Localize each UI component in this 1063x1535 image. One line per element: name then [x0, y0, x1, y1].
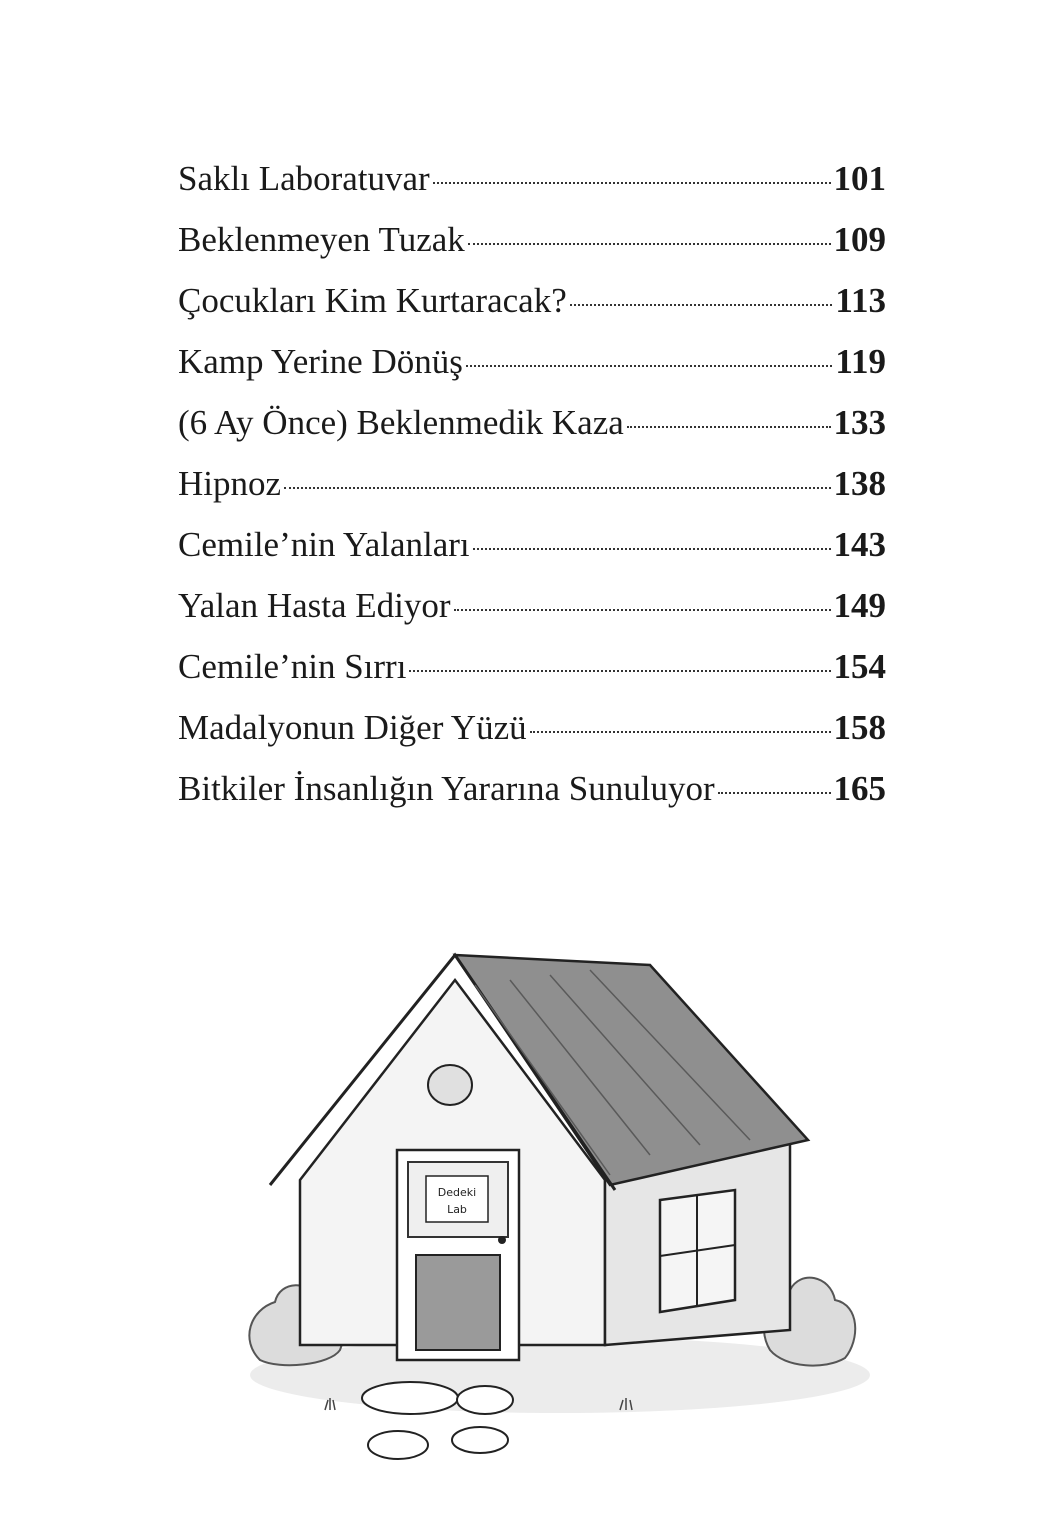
toc-entry-page: 154: [833, 647, 886, 686]
toc-entry: [178, 331, 886, 392]
toc-entry-page: 133: [833, 403, 886, 442]
toc-entry-page: 165: [833, 769, 886, 808]
toc-leader-dots: [454, 609, 831, 611]
toc-leader-dots: [718, 792, 831, 794]
toc-entry-page: 158: [833, 708, 886, 747]
toc-entry-page: 143: [833, 525, 886, 564]
toc-entry: [178, 209, 886, 270]
toc-entry: [178, 148, 886, 209]
toc-leader-dots: [409, 670, 830, 672]
door-sign-line2: Lab: [447, 1203, 467, 1216]
toc-entry: [178, 270, 886, 331]
toc-entry-title: (6 Ay Önce) Beklenmedik Kaza: [178, 403, 624, 442]
toc-leader-dots: [466, 365, 833, 367]
toc-entry-page: 113: [835, 281, 886, 320]
stepping-stone-icon: [452, 1427, 508, 1453]
toc-leader-dots: [433, 182, 831, 184]
toc-entry-page: 101: [833, 159, 886, 198]
door-knob-icon: [498, 1236, 506, 1244]
shed-illustration: [230, 940, 870, 1480]
door-sign-line1: Dedeki: [437, 1186, 477, 1199]
toc-leader-dots: [530, 731, 831, 733]
toc-entry-title: Yalan Hasta Ediyor: [178, 586, 451, 625]
toc-entry: [178, 514, 886, 575]
toc-entry-page: 138: [833, 464, 886, 503]
toc-entry-page: 149: [833, 586, 886, 625]
toc-entry-page: 109: [833, 220, 886, 259]
toc-entry: [178, 575, 886, 636]
toc-entry: [178, 758, 886, 819]
toc-entry-title: Çocukları Kim Kurtaracak?: [178, 281, 567, 320]
toc-leader-dots: [468, 243, 831, 245]
stepping-stone-icon: [368, 1431, 428, 1459]
toc-entry-page: 119: [835, 342, 886, 381]
toc-leader-dots: [284, 487, 830, 489]
door-panel: [416, 1255, 500, 1350]
toc-entry-title: Saklı Laboratuvar: [178, 159, 430, 198]
toc-entry-title: Hipnoz: [178, 464, 282, 503]
toc-leader-dots: [570, 304, 833, 306]
toc-leader-dots: [627, 426, 831, 428]
toc-entry: [178, 697, 886, 758]
toc-entry-title: Kamp Yerine Dönüş: [178, 342, 463, 381]
toc-entry: [178, 392, 886, 453]
toc-entry-title: Bitkiler İnsanlığın Yararına Sunuluyor: [178, 769, 715, 808]
toc-entry-title: Beklenmeyen Tuzak: [178, 220, 465, 259]
toc-leader-dots: [473, 548, 831, 550]
table-of-contents: [178, 148, 886, 819]
stepping-stone-icon: [457, 1386, 513, 1414]
toc-entry-title: Cemile’nin Yalanları: [178, 525, 470, 564]
stepping-stone-icon: [362, 1382, 458, 1414]
toc-entry: [178, 453, 886, 514]
toc-entry-title: Madalyonun Diğer Yüzü: [178, 708, 527, 747]
round-window-icon: [428, 1065, 472, 1105]
toc-entry: [178, 636, 886, 697]
toc-entry-title: Cemile’nin Sırrı: [178, 647, 407, 686]
